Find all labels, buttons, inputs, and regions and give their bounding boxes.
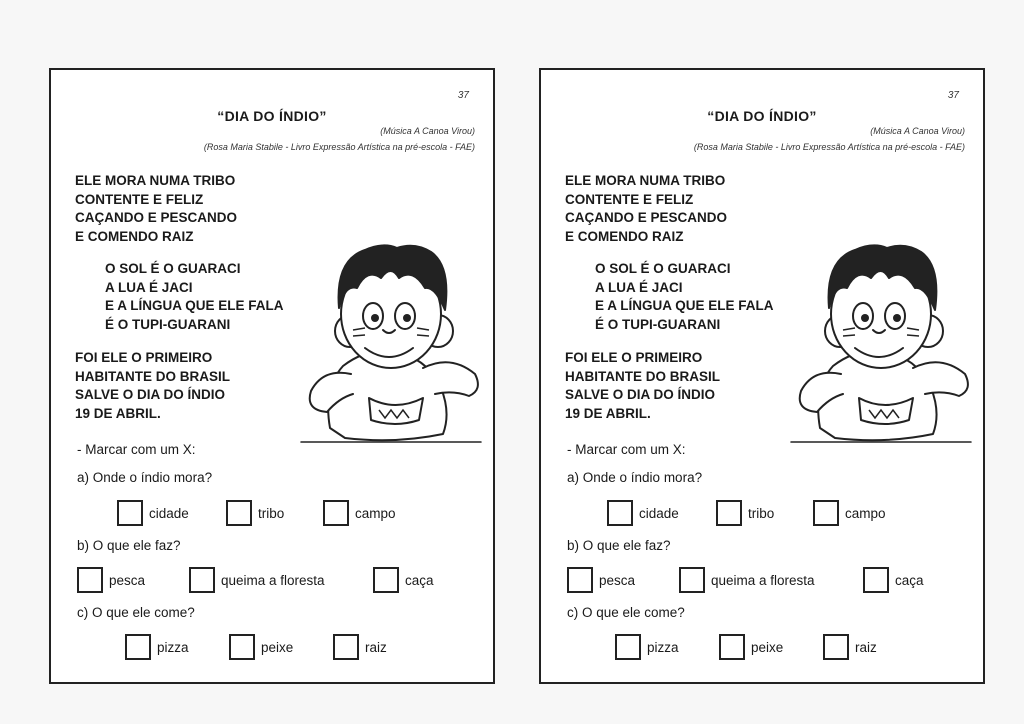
option-pesca[interactable] bbox=[77, 567, 145, 593]
option-pesca[interactable] bbox=[567, 567, 635, 593]
option-label: pesca bbox=[109, 572, 146, 588]
option-label: tribo bbox=[748, 505, 775, 521]
option-cidade[interactable] bbox=[607, 500, 679, 526]
verse-3 bbox=[565, 349, 720, 423]
verse-line: SALVE O DIA DO ÍNDIO bbox=[565, 387, 716, 402]
option-pizza[interactable] bbox=[615, 634, 679, 660]
verse-line: A LUA É JACI bbox=[105, 279, 193, 295]
option-label: peixe bbox=[751, 639, 784, 655]
checkbox[interactable] bbox=[716, 500, 742, 526]
option-queima-a-floresta[interactable] bbox=[189, 567, 325, 593]
instruction-text: - Marcar com um X: bbox=[567, 442, 686, 457]
option-label: caça bbox=[405, 572, 434, 588]
verse-2 bbox=[105, 260, 284, 334]
worksheet-title: “DIA DO ÍNDIO” bbox=[707, 108, 817, 124]
verse-line: HABITANTE DO BRASIL bbox=[565, 368, 720, 384]
question-a: a) Onde o índio mora? bbox=[567, 470, 703, 485]
question-b: b) O que ele faz? bbox=[567, 538, 671, 553]
option-label: campo bbox=[845, 505, 886, 521]
verse-line: E COMENDO RAIZ bbox=[565, 228, 684, 244]
option-label: cidade bbox=[149, 505, 189, 521]
verse-line: É O TUPI-GUARANI bbox=[105, 316, 231, 332]
option-raiz[interactable] bbox=[333, 634, 387, 660]
verse-line: 19 DE ABRIL. bbox=[565, 405, 651, 421]
question-c: c) O que ele come? bbox=[77, 605, 195, 620]
checkbox[interactable] bbox=[863, 567, 889, 593]
worksheet-right bbox=[539, 68, 985, 684]
option-cidade[interactable] bbox=[117, 500, 189, 526]
option-tribo[interactable] bbox=[226, 500, 284, 526]
verse-line: CAÇANDO E PESCANDO bbox=[75, 210, 238, 225]
question-c: c) O que ele come? bbox=[567, 605, 685, 620]
checkbox[interactable] bbox=[615, 634, 641, 660]
worksheet-left bbox=[49, 68, 495, 684]
checkbox[interactable] bbox=[323, 500, 349, 526]
option-label: pizza bbox=[647, 639, 679, 655]
author-credit: (Rosa Maria Stabile - Livro Expressão Artística na pré-escola - FAE) bbox=[693, 142, 965, 152]
option-label: queima a floresta bbox=[711, 572, 815, 588]
option-label: raiz bbox=[365, 639, 387, 655]
question-a: a) Onde o índio mora? bbox=[77, 470, 213, 485]
verse-1 bbox=[565, 172, 727, 246]
verse-line: CAÇANDO E PESCANDO bbox=[565, 210, 728, 225]
verse-line: O SOL É O GUARACI bbox=[105, 261, 241, 276]
option-peixe[interactable] bbox=[719, 634, 783, 660]
instruction-text: - Marcar com um X: bbox=[77, 442, 196, 457]
page-number: 37 bbox=[457, 90, 469, 101]
option-peixe[interactable] bbox=[229, 634, 293, 660]
checkbox[interactable] bbox=[679, 567, 705, 593]
checkbox[interactable] bbox=[189, 567, 215, 593]
checkbox[interactable] bbox=[226, 500, 252, 526]
option-label: pizza bbox=[157, 639, 189, 655]
verse-line: E A LÍNGUA QUE ELE FALA bbox=[105, 298, 284, 313]
song-credit: (Música A Canoa Virou) bbox=[380, 126, 475, 136]
verse-line: FOI ELE O PRIMEIRO bbox=[75, 350, 213, 365]
page-number: 37 bbox=[947, 90, 959, 101]
worksheet-title: “DIA DO ÍNDIO” bbox=[217, 108, 327, 124]
checkbox[interactable] bbox=[333, 634, 359, 660]
verse-line: O SOL É O GUARACI bbox=[595, 261, 731, 276]
checkbox[interactable] bbox=[607, 500, 633, 526]
question-b: b) O que ele faz? bbox=[77, 538, 181, 553]
option-campo[interactable] bbox=[813, 500, 886, 526]
checkbox[interactable] bbox=[77, 567, 103, 593]
option-label: campo bbox=[355, 505, 396, 521]
verse-3 bbox=[75, 349, 230, 423]
option-label: peixe bbox=[261, 639, 294, 655]
verse-line: A LUA É JACI bbox=[595, 279, 683, 295]
verse-line: CONTENTE E FELIZ bbox=[75, 191, 204, 207]
verse-line: E A LÍNGUA QUE ELE FALA bbox=[595, 298, 774, 313]
verse-line: CONTENTE E FELIZ bbox=[565, 191, 694, 207]
verse-line: FOI ELE O PRIMEIRO bbox=[565, 350, 703, 365]
option-pizza[interactable] bbox=[125, 634, 189, 660]
verse-line: ELE MORA NUMA TRIBO bbox=[565, 173, 726, 188]
checkbox[interactable] bbox=[125, 634, 151, 660]
indian-boy-illustration bbox=[785, 198, 975, 448]
verse-line: SALVE O DIA DO ÍNDIO bbox=[75, 387, 226, 402]
option-campo[interactable] bbox=[323, 500, 396, 526]
verse-line: 19 DE ABRIL. bbox=[75, 405, 161, 421]
checkbox[interactable] bbox=[823, 634, 849, 660]
verse-line: ELE MORA NUMA TRIBO bbox=[75, 173, 236, 188]
option-label: caça bbox=[895, 572, 924, 588]
option-label: cidade bbox=[639, 505, 679, 521]
option-caca[interactable] bbox=[373, 567, 434, 593]
verse-line: HABITANTE DO BRASIL bbox=[75, 368, 230, 384]
option-label: tribo bbox=[258, 505, 285, 521]
author-credit: (Rosa Maria Stabile - Livro Expressão Artística na pré-escola - FAE) bbox=[203, 142, 475, 152]
option-caca[interactable] bbox=[863, 567, 924, 593]
verse-1 bbox=[75, 172, 237, 246]
checkbox[interactable] bbox=[813, 500, 839, 526]
indian-boy-illustration bbox=[295, 198, 485, 448]
verse-line: É O TUPI-GUARANI bbox=[595, 316, 721, 332]
checkbox[interactable] bbox=[117, 500, 143, 526]
verse-line: E COMENDO RAIZ bbox=[75, 228, 194, 244]
checkbox[interactable] bbox=[229, 634, 255, 660]
song-credit: (Música A Canoa Virou) bbox=[870, 126, 965, 136]
checkbox[interactable] bbox=[719, 634, 745, 660]
option-queima-a-floresta[interactable] bbox=[679, 567, 815, 593]
option-tribo[interactable] bbox=[716, 500, 774, 526]
checkbox[interactable] bbox=[567, 567, 593, 593]
option-label: queima a floresta bbox=[221, 572, 325, 588]
option-raiz[interactable] bbox=[823, 634, 877, 660]
verse-2 bbox=[595, 260, 774, 334]
option-label: pesca bbox=[599, 572, 636, 588]
option-label: raiz bbox=[855, 639, 877, 655]
checkbox[interactable] bbox=[373, 567, 399, 593]
